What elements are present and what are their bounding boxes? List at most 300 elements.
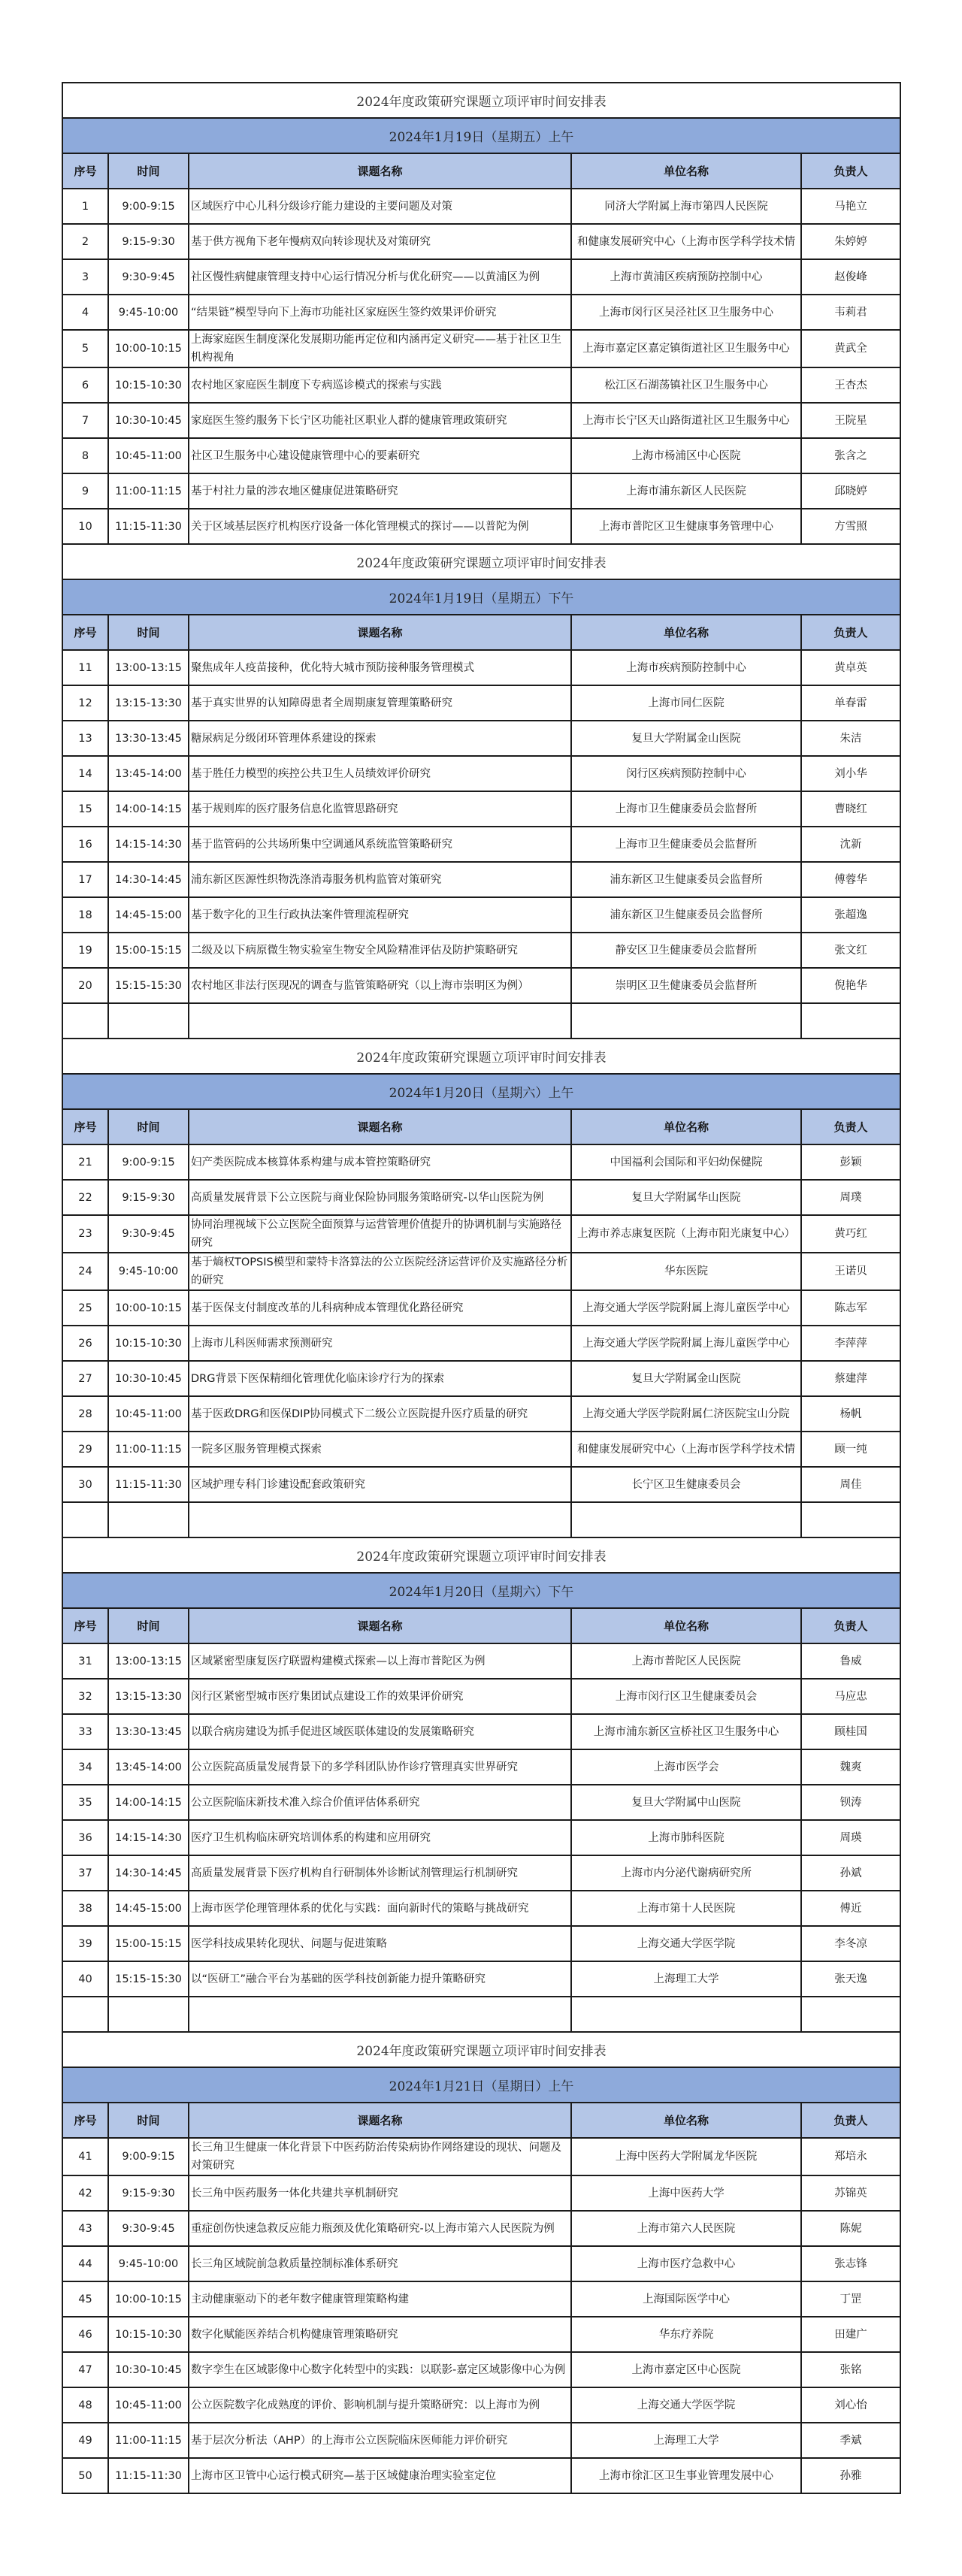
cell-topic: 主动健康驱动下的老年数字健康管理策略构建 [189, 2281, 571, 2317]
cell-no: 32 [62, 1679, 108, 1714]
cell-unit: 上海交通大学医学院附属上海儿童医学中心 [571, 1290, 801, 1326]
cell-no: 45 [62, 2281, 108, 2317]
cell-no: 2 [62, 224, 108, 259]
table-row [62, 2458, 900, 2493]
cell-lead: 张铭 [801, 2352, 900, 2387]
cell-lead: 周璞 [801, 1180, 900, 1215]
cell-lead: 曹晓红 [801, 791, 900, 827]
cell-time: 9:30-9:45 [108, 259, 189, 295]
cell-unit: 上海市闵行区卫生健康委员会 [571, 1679, 801, 1714]
cell-no: 41 [62, 2138, 108, 2175]
cell-topic: 社区卫生服务中心建设健康管理中心的要素研究 [189, 438, 571, 473]
cell-topic: 基于熵权TOPSIS模型和蒙特卡洛算法的公立医院经济运营评价及实施路径分析的研究 [189, 1253, 571, 1290]
cell-time: 14:00-14:15 [108, 1785, 189, 1820]
cell-lead: 鲁威 [801, 1643, 900, 1679]
table-row [62, 259, 900, 295]
col-header-no: 序号 [62, 1109, 108, 1144]
table-row [62, 473, 900, 509]
cell-time: 10:45-11:00 [108, 1396, 189, 1432]
cell-time: 9:30-9:45 [108, 2211, 189, 2246]
cell-topic: 区域护理专科门诊建设配套政策研究 [189, 1467, 571, 1502]
table-row [62, 897, 900, 933]
cell-lead: 李萍萍 [801, 1326, 900, 1361]
col-header-no: 序号 [62, 153, 108, 189]
cell-topic: 长三角区域院前急救质量控制标准体系研究 [189, 2246, 571, 2281]
blank-cell [571, 1003, 801, 1039]
cell-time: 9:45-10:00 [108, 1253, 189, 1290]
cell-topic: 医学科技成果转化现状、问题与促进策略 [189, 1926, 571, 1961]
cell-topic: 高质量发展背景下医疗机构自行研制体外诊断试剂管理运行机制研究 [189, 1855, 571, 1891]
column-header-row [62, 2103, 900, 2138]
cell-unit: 上海市第十人民医院 [571, 1891, 801, 1926]
cell-no: 7 [62, 403, 108, 438]
table-row [62, 438, 900, 473]
cell-time: 10:15-10:30 [108, 1326, 189, 1361]
cell-unit: 上海中医药大学附属龙华医院 [571, 2138, 801, 2175]
blank-cell [108, 1997, 189, 2032]
col-header-topic: 课题名称 [189, 1608, 571, 1643]
blank-row [62, 1502, 900, 1537]
cell-no: 44 [62, 2246, 108, 2281]
cell-topic: 上海市医学伦理管理体系的优化与实践：面向新时代的策略与挑战研究 [189, 1891, 571, 1926]
cell-no: 25 [62, 1290, 108, 1326]
cell-no: 34 [62, 1749, 108, 1785]
table-row [62, 1215, 900, 1253]
col-header-time: 时间 [108, 153, 189, 189]
cell-unit: 和健康发展研究中心（上海市医学科学技术情 [571, 1432, 801, 1467]
cell-time: 11:15-11:30 [108, 509, 189, 544]
blank-cell [108, 1502, 189, 1537]
cell-time: 10:30-10:45 [108, 1361, 189, 1396]
table-title-row [62, 1537, 900, 1573]
cell-time: 10:00-10:15 [108, 1290, 189, 1326]
col-header-no: 序号 [62, 615, 108, 650]
table-row [62, 1361, 900, 1396]
cell-time: 10:00-10:15 [108, 2281, 189, 2317]
cell-lead: 田建广 [801, 2317, 900, 2352]
table-row [62, 2211, 900, 2246]
cell-unit: 上海市内分泌代谢病研究所 [571, 1855, 801, 1891]
cell-unit: 上海市疾病预防控制中心 [571, 650, 801, 685]
cell-lead: 魏爽 [801, 1749, 900, 1785]
blank-cell [571, 1997, 801, 2032]
table-row [62, 1926, 900, 1961]
cell-unit: 上海市嘉定区中心医院 [571, 2352, 801, 2387]
cell-no: 6 [62, 367, 108, 403]
cell-time: 9:15-9:30 [108, 224, 189, 259]
cell-topic: 公立医院临床新技术准入综合价值评估体系研究 [189, 1785, 571, 1820]
session-label: 2024年1月19日（星期五）下午 [62, 579, 900, 615]
table-row [62, 2317, 900, 2352]
cell-topic: 长三角卫生健康一体化背景下中医药防治传染病协作网络建设的现状、问题及对策研究 [189, 2138, 571, 2175]
cell-no: 16 [62, 827, 108, 862]
cell-unit: 上海市卫生健康委员会监督所 [571, 791, 801, 827]
cell-topic: 聚焦成年人疫苗接种，优化特大城市预防接种服务管理模式 [189, 650, 571, 685]
cell-topic: 区域紧密型康复医疗联盟构建模式探索—以上海市普陀区为例 [189, 1643, 571, 1679]
table-row [62, 1785, 900, 1820]
cell-time: 9:15-9:30 [108, 2175, 189, 2211]
cell-no: 26 [62, 1326, 108, 1361]
blank-cell [801, 1003, 900, 1039]
session-label: 2024年1月20日（星期六）上午 [62, 1074, 900, 1109]
cell-no: 33 [62, 1714, 108, 1749]
table-row [62, 1253, 900, 1290]
cell-lead: 季斌 [801, 2423, 900, 2458]
cell-topic: 基于胜任力模型的疾控公共卫生人员绩效评价研究 [189, 756, 571, 791]
cell-no: 31 [62, 1643, 108, 1679]
cell-lead: 傅蓉华 [801, 862, 900, 897]
cell-unit: 上海市养志康复医院（上海市阳光康复中心） [571, 1215, 801, 1253]
col-header-unit: 单位名称 [571, 153, 801, 189]
cell-lead: 刘心怡 [801, 2387, 900, 2423]
cell-unit: 浦东新区卫生健康委员会监督所 [571, 862, 801, 897]
table-title: 2024年度政策研究课题立项评审时间安排表 [62, 83, 900, 118]
table-row [62, 2246, 900, 2281]
cell-topic: 农村地区非法行医现况的调查与监管策略研究（以上海市崇明区为例） [189, 968, 571, 1003]
schedule-document [62, 82, 900, 2494]
cell-unit: 长宁区卫生健康委员会 [571, 1467, 801, 1502]
col-header-no: 序号 [62, 1608, 108, 1643]
cell-lead: 朱洁 [801, 721, 900, 756]
col-header-lead: 负责人 [801, 153, 900, 189]
cell-lead: 刘小华 [801, 756, 900, 791]
col-header-lead: 负责人 [801, 1109, 900, 1144]
cell-unit: 上海市浦东新区人民医院 [571, 473, 801, 509]
cell-topic: 关于区域基层医疗机构医疗设备一体化管理模式的探讨——以普陀为例 [189, 509, 571, 544]
col-header-unit: 单位名称 [571, 2103, 801, 2138]
table-row [62, 1855, 900, 1891]
table-row [62, 933, 900, 968]
cell-lead: 黄巧红 [801, 1215, 900, 1253]
cell-no: 42 [62, 2175, 108, 2211]
cell-no: 5 [62, 330, 108, 367]
cell-topic: 一院多区服务管理模式探索 [189, 1432, 571, 1467]
cell-lead: 张天逸 [801, 1961, 900, 1997]
cell-topic: 医疗卫生机构临床研究培训体系的构建和应用研究 [189, 1820, 571, 1855]
cell-topic: 高质量发展背景下公立医院与商业保险协同服务策略研究-以华山医院为例 [189, 1180, 571, 1215]
cell-unit: 上海中医药大学 [571, 2175, 801, 2211]
cell-unit: 上海市医疗急救中心 [571, 2246, 801, 2281]
cell-no: 37 [62, 1855, 108, 1891]
cell-lead: 杨帆 [801, 1396, 900, 1432]
cell-lead: 彭颖 [801, 1144, 900, 1180]
cell-unit: 上海市杨浦区中心医院 [571, 438, 801, 473]
column-header-row [62, 1608, 900, 1643]
cell-no: 27 [62, 1361, 108, 1396]
col-header-time: 时间 [108, 1608, 189, 1643]
session-band-row [62, 1074, 900, 1109]
col-header-time: 时间 [108, 2103, 189, 2138]
column-header-row [62, 615, 900, 650]
cell-time: 13:30-13:45 [108, 1714, 189, 1749]
cell-time: 13:45-14:00 [108, 1749, 189, 1785]
cell-lead: 郑培永 [801, 2138, 900, 2175]
cell-no: 38 [62, 1891, 108, 1926]
cell-no: 4 [62, 295, 108, 330]
table-row [62, 189, 900, 224]
cell-time: 13:45-14:00 [108, 756, 189, 791]
table-title-row [62, 2032, 900, 2067]
col-header-topic: 课题名称 [189, 2103, 571, 2138]
cell-unit: 静安区卫生健康委员会监督所 [571, 933, 801, 968]
cell-no: 39 [62, 1926, 108, 1961]
cell-topic: 社区慢性病健康管理支持中心运行情况分析与优化研究——以黄浦区为例 [189, 259, 571, 295]
col-header-unit: 单位名称 [571, 1109, 801, 1144]
cell-time: 14:45-15:00 [108, 897, 189, 933]
table-row [62, 2138, 900, 2175]
cell-topic: 长三角中医药服务一体化共建共享机制研究 [189, 2175, 571, 2211]
cell-unit: 上海市第六人民医院 [571, 2211, 801, 2246]
cell-unit: 上海市黄浦区疾病预防控制中心 [571, 259, 801, 295]
session-label: 2024年1月19日（星期五）上午 [62, 118, 900, 153]
table-row [62, 1679, 900, 1714]
cell-no: 17 [62, 862, 108, 897]
table-row [62, 756, 900, 791]
cell-no: 10 [62, 509, 108, 544]
cell-no: 47 [62, 2352, 108, 2387]
session-band-row [62, 118, 900, 153]
cell-topic: 基于供方视角下老年慢病双向转诊现状及对策研究 [189, 224, 571, 259]
cell-no: 49 [62, 2423, 108, 2458]
blank-cell [62, 1003, 108, 1039]
cell-time: 15:00-15:15 [108, 933, 189, 968]
cell-no: 24 [62, 1253, 108, 1290]
table-title-row [62, 83, 900, 118]
table-row [62, 650, 900, 685]
table-row [62, 791, 900, 827]
cell-time: 10:30-10:45 [108, 2352, 189, 2387]
cell-time: 10:45-11:00 [108, 438, 189, 473]
table-row [62, 330, 900, 367]
session-band-row [62, 579, 900, 615]
cell-lead: 周瑛 [801, 1820, 900, 1855]
col-header-unit: 单位名称 [571, 1608, 801, 1643]
col-header-time: 时间 [108, 1109, 189, 1144]
cell-topic: 基于村社力量的涉农地区健康促进策略研究 [189, 473, 571, 509]
cell-time: 15:15-15:30 [108, 968, 189, 1003]
table-row [62, 1961, 900, 1997]
cell-unit: 上海市徐汇区卫生事业管理发展中心 [571, 2458, 801, 2493]
cell-lead: 赵俊峰 [801, 259, 900, 295]
cell-unit: 上海市肺科医院 [571, 1820, 801, 1855]
cell-no: 15 [62, 791, 108, 827]
cell-unit: 上海市长宁区天山路街道社区卫生服务中心 [571, 403, 801, 438]
cell-unit: 上海市闵行区吴泾社区卫生服务中心 [571, 295, 801, 330]
table-row [62, 2352, 900, 2387]
table-row [62, 1326, 900, 1361]
cell-topic: 浦东新区医源性织物洗涤消毒服务机构监管对策研究 [189, 862, 571, 897]
cell-topic: 基于层次分析法（AHP）的上海市公立医院临床医师能力评价研究 [189, 2423, 571, 2458]
table-row [62, 224, 900, 259]
cell-topic: 上海市区卫管中心运行模式研究—基于区域健康治理实验室定位 [189, 2458, 571, 2493]
cell-topic: 二级及以下病原微生物实验室生物安全风险精准评估及防护策略研究 [189, 933, 571, 968]
cell-lead: 苏锦英 [801, 2175, 900, 2211]
blank-cell [189, 1003, 571, 1039]
cell-lead: 蔡建萍 [801, 1361, 900, 1396]
cell-time: 14:15-14:30 [108, 1820, 189, 1855]
cell-topic: 以联合病房建设为抓手促进区域医联体建设的发展策略研究 [189, 1714, 571, 1749]
cell-no: 12 [62, 685, 108, 721]
cell-topic: 基于真实世界的认知障碍患者全周期康复管理策略研究 [189, 685, 571, 721]
table-row [62, 968, 900, 1003]
cell-unit: 上海市卫生健康委员会监督所 [571, 827, 801, 862]
cell-time: 11:00-11:15 [108, 473, 189, 509]
cell-no: 22 [62, 1180, 108, 1215]
cell-topic: 家庭医生签约服务下长宁区功能社区职业人群的健康管理政策研究 [189, 403, 571, 438]
cell-unit: 上海交通大学医学院 [571, 2387, 801, 2423]
cell-time: 9:00-9:15 [108, 189, 189, 224]
cell-time: 14:30-14:45 [108, 862, 189, 897]
cell-lead: 黄卓英 [801, 650, 900, 685]
cell-time: 14:45-15:00 [108, 1891, 189, 1926]
table-title: 2024年度政策研究课题立项评审时间安排表 [62, 1039, 900, 1074]
table-row [62, 721, 900, 756]
table-row [62, 685, 900, 721]
session-band-row [62, 1573, 900, 1608]
cell-topic: 闵行区紧密型城市医疗集团试点建设工作的效果评价研究 [189, 1679, 571, 1714]
cell-topic: 基于医政DRG和医保DIP协同模式下二级公立医院提升医疗质量的研究 [189, 1396, 571, 1432]
cell-no: 40 [62, 1961, 108, 1997]
cell-topic: 基于数字化的卫生行政执法案件管理流程研究 [189, 897, 571, 933]
cell-time: 13:15-13:30 [108, 685, 189, 721]
cell-time: 9:45-10:00 [108, 2246, 189, 2281]
cell-lead: 倪艳华 [801, 968, 900, 1003]
cell-unit: 上海国际医学中心 [571, 2281, 801, 2317]
cell-unit: 复旦大学附属华山医院 [571, 1180, 801, 1215]
table-row [62, 509, 900, 544]
cell-no: 35 [62, 1785, 108, 1820]
cell-topic: 公立医院数字化成熟度的评价、影响机制与提升策略研究：以上海市为例 [189, 2387, 571, 2423]
cell-lead: 方雪照 [801, 509, 900, 544]
cell-time: 9:30-9:45 [108, 1215, 189, 1253]
table-row [62, 1891, 900, 1926]
cell-unit: 上海市嘉定区嘉定镇街道社区卫生服务中心 [571, 330, 801, 367]
cell-no: 18 [62, 897, 108, 933]
table-row [62, 827, 900, 862]
cell-time: 10:15-10:30 [108, 367, 189, 403]
cell-topic: 重症创伤快速急救反应能力瓶颈及优化策略研究-以上海市第六人民医院为例 [189, 2211, 571, 2246]
cell-time: 14:30-14:45 [108, 1855, 189, 1891]
col-header-topic: 课题名称 [189, 153, 571, 189]
blank-cell [571, 1502, 801, 1537]
table-row [62, 2423, 900, 2458]
cell-no: 23 [62, 1215, 108, 1253]
cell-no: 48 [62, 2387, 108, 2423]
blank-cell [189, 1997, 571, 2032]
cell-lead: 单春雷 [801, 685, 900, 721]
cell-time: 11:15-11:30 [108, 2458, 189, 2493]
table-title: 2024年度政策研究课题立项评审时间安排表 [62, 2032, 900, 2067]
cell-unit: 上海市医学会 [571, 1749, 801, 1785]
col-header-time: 时间 [108, 615, 189, 650]
cell-no: 11 [62, 650, 108, 685]
cell-time: 13:00-13:15 [108, 1643, 189, 1679]
blank-cell [801, 1997, 900, 2032]
cell-unit: 上海理工大学 [571, 1961, 801, 1997]
cell-unit: 上海交通大学医学院附属仁济医院宝山分院 [571, 1396, 801, 1432]
cell-lead: 孙斌 [801, 1855, 900, 1891]
table-row [62, 1432, 900, 1467]
table-title: 2024年度政策研究课题立项评审时间安排表 [62, 1537, 900, 1573]
table-row [62, 403, 900, 438]
table-row [62, 1144, 900, 1180]
cell-time: 15:15-15:30 [108, 1961, 189, 1997]
cell-time: 11:00-11:15 [108, 2423, 189, 2458]
blank-cell [189, 1502, 571, 1537]
table-row [62, 862, 900, 897]
cell-time: 10:30-10:45 [108, 403, 189, 438]
cell-no: 43 [62, 2211, 108, 2246]
cell-lead: 王院星 [801, 403, 900, 438]
table-row [62, 1643, 900, 1679]
cell-topic: 基于医保支付制度改革的儿科病种成本管理优化路径研究 [189, 1290, 571, 1326]
cell-topic: DRG背景下医保精细化管理优化临床诊疗行为的探索 [189, 1361, 571, 1396]
table-row [62, 1180, 900, 1215]
table-row [62, 295, 900, 330]
cell-lead: 黄武全 [801, 330, 900, 367]
cell-unit: 上海市浦东新区宣桥社区卫生服务中心 [571, 1714, 801, 1749]
cell-lead: 张志锋 [801, 2246, 900, 2281]
column-header-row [62, 153, 900, 189]
cell-lead: 丁罡 [801, 2281, 900, 2317]
cell-time: 10:45-11:00 [108, 2387, 189, 2423]
cell-lead: 沈新 [801, 827, 900, 862]
cell-time: 14:00-14:15 [108, 791, 189, 827]
col-header-no: 序号 [62, 2103, 108, 2138]
cell-unit: 上海市普陀区卫生健康事务管理中心 [571, 509, 801, 544]
cell-topic: 数字化赋能医养结合机构健康管理策略研究 [189, 2317, 571, 2352]
session-label: 2024年1月20日（星期六）下午 [62, 1573, 900, 1608]
cell-no: 19 [62, 933, 108, 968]
cell-time: 11:15-11:30 [108, 1467, 189, 1502]
table-row [62, 1749, 900, 1785]
cell-lead: 陈志军 [801, 1290, 900, 1326]
blank-cell [108, 1003, 189, 1039]
table-row [62, 1290, 900, 1326]
blank-cell [62, 1502, 108, 1537]
cell-unit: 复旦大学附属中山医院 [571, 1785, 801, 1820]
col-header-lead: 负责人 [801, 1608, 900, 1643]
cell-unit: 松江区石湖荡镇社区卫生服务中心 [571, 367, 801, 403]
cell-lead: 张含之 [801, 438, 900, 473]
cell-time: 13:15-13:30 [108, 1679, 189, 1714]
cell-unit: 上海市普陀区人民医院 [571, 1643, 801, 1679]
table-row [62, 367, 900, 403]
col-header-lead: 负责人 [801, 615, 900, 650]
table-row [62, 2175, 900, 2211]
cell-topic: 公立医院高质量发展背景下的多学科团队协作诊疗管理真实世界研究 [189, 1749, 571, 1785]
table-title-row [62, 544, 900, 579]
blank-cell [801, 1502, 900, 1537]
column-header-row [62, 1109, 900, 1144]
cell-unit: 复旦大学附属金山医院 [571, 1361, 801, 1396]
cell-time: 9:15-9:30 [108, 1180, 189, 1215]
cell-no: 13 [62, 721, 108, 756]
cell-lead: 张文红 [801, 933, 900, 968]
cell-unit: 崇明区卫生健康委员会监督所 [571, 968, 801, 1003]
session-label: 2024年1月21日（星期日）上午 [62, 2067, 900, 2103]
cell-unit: 闵行区疾病预防控制中心 [571, 756, 801, 791]
cell-unit: 中国福利会国际和平妇幼保健院 [571, 1144, 801, 1180]
cell-topic: 上海市儿科医师需求预测研究 [189, 1326, 571, 1361]
cell-lead: 顾一纯 [801, 1432, 900, 1467]
table-row [62, 1820, 900, 1855]
table-row [62, 1714, 900, 1749]
table-row [62, 1396, 900, 1432]
cell-unit: 上海市同仁医院 [571, 685, 801, 721]
cell-time: 9:45-10:00 [108, 295, 189, 330]
cell-no: 20 [62, 968, 108, 1003]
